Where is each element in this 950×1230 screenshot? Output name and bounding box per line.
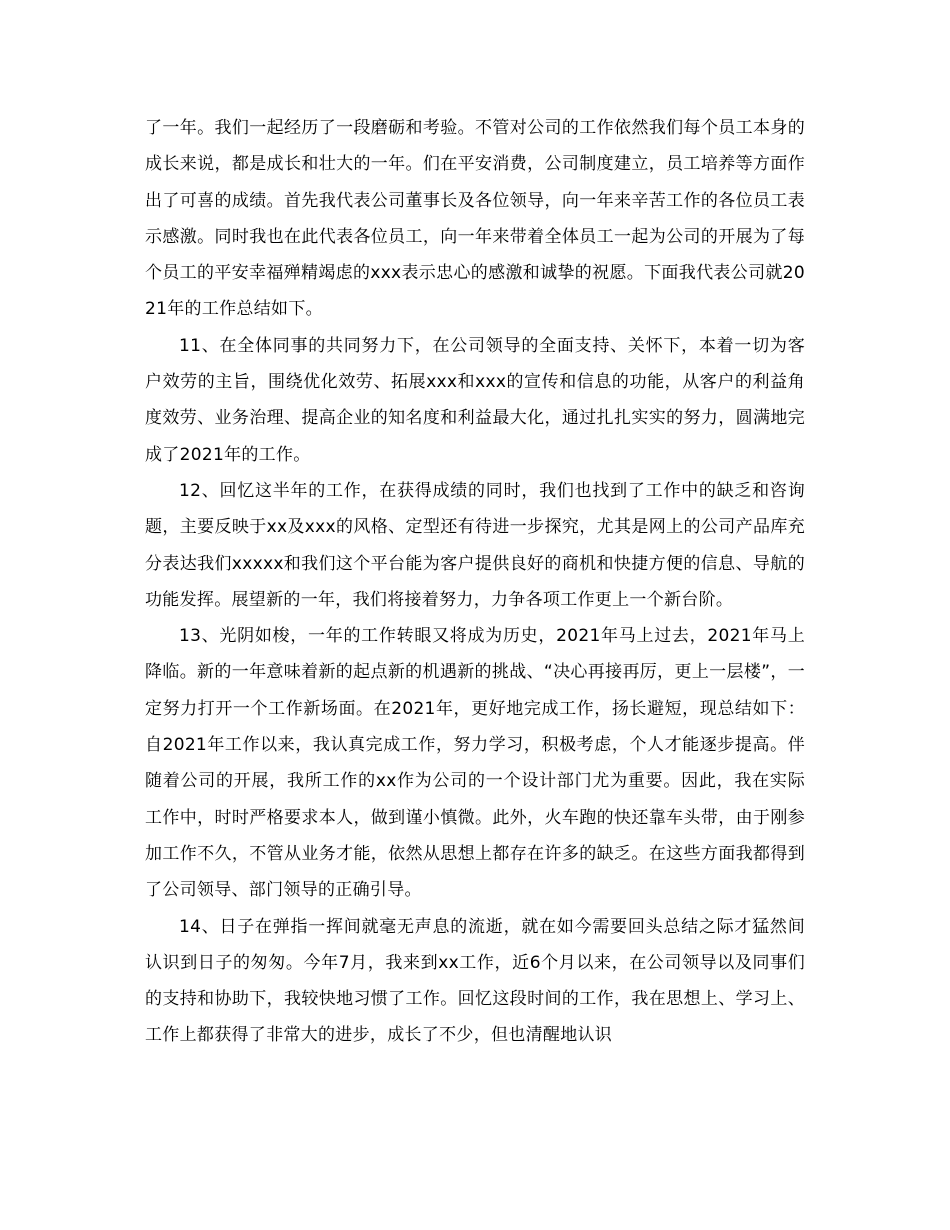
paragraph-11: 11、在全体同事的共同努力下，在公司领导的全面支持、关怀下，本着一切为客户效劳的主旨，围绕优化效劳、拓展xxx和xxx的宣传和信息的功能，从客户的利益角度效劳、业务治理、提高企业的知名度和利益最大化，通过扎扎实实的努力，圆满地完成了2021年的工作。 [145,335,805,465]
paragraph-continued: 了一年。我们一起经历了一段磨砺和考验。不管对公司的工作依然我们每个员工本身的成长来说，都是成长和壮大的一年。们在平安消费，公司制度建立，员工培养等方面作出了可喜的成绩。首先我代表公司董事长及各位领导，向一年来辛苦工作的各位员工表示感激。同时我也在此代表各位员工，向一年来带着全体员工一起为公司的开展为了每个员工的平安幸福殚精竭虑的xxx表示忠心的感激和诚挚的祝愿。下面我代表公司就2021年的工作总结如下。 [145,118,805,320]
paragraph-12: 12、回忆这半年的工作，在获得成绩的同时，我们也找到了工作中的缺乏和咨询题，主要反映于xx及xxx的风格、定型还有待进一步探究，尤其是网上的公司产品库充分表达我们xxxxx和我们这个平台能为客户提供良好的商机和快捷方便的信息、导航的功能发挥。展望新的一年，我们将接着努力，力争各项工作更上一个新台阶。 [145,480,805,610]
document-body [145,110,805,1054]
paragraph-14: 14、日子在弹指一挥间就毫无声息的流逝，就在如今需要回头总结之际才猛然间认识到日子的匆匆。今年7月，我来到xx工作，近6个月以来，在公司领导以及同事们的支持和协助下，我较快地习惯了工作。回忆这段时间的工作，我在思想上、学习上、工作上都获得了非常大的进步，成长了不少，但也清醒地认识 [145,916,805,1046]
paragraph-13: 13、光阴如梭，一年的工作转眼又将成为历史，2021年马上过去，2021年马上降临。新的一年意味着新的起点新的机遇新的挑战、“决心再接再厉，更上一层楼”，一定努力打开一个工作新场面。在2021年，更好地完成工作，扬长避短，现总结如下：自2021年工作以来，我认真完成工作，努力学习，积极考虑，个人才能逐步提高。伴随着公司的开展，我所工作的xx作为公司的一个设计部门尤为重要。因此，我在实际工作中，时时严格要求本人，做到谨小慎微。此外，火车跑的快还靠车头带，由于刚参加工作不久，不管从业务才能，依然从思想上都存在许多的缺乏。在这些方面我都得到了公司领导、部门领导的正确引导。 [145,626,805,901]
